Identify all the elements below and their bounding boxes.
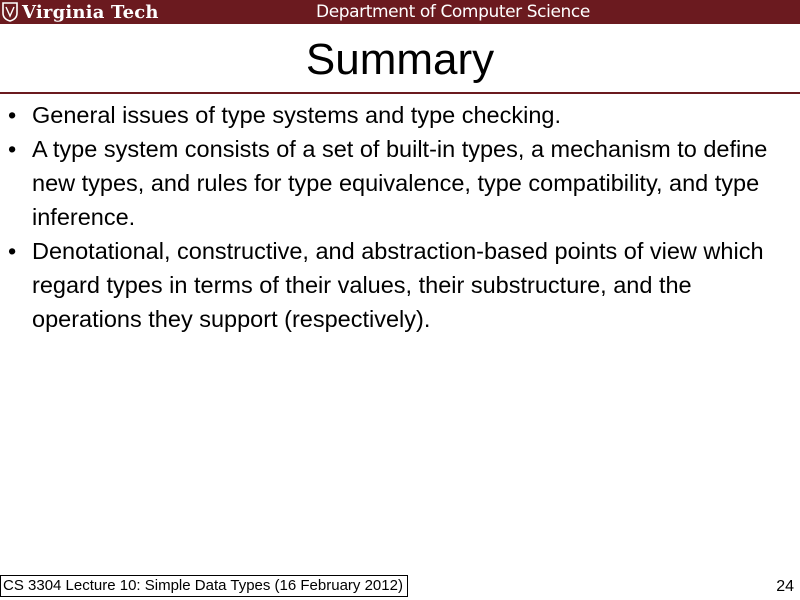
- department-title: Department of Computer Science: [316, 2, 590, 22]
- bullet-text: A type system consists of a set of built-in types, a mechanism to define new types, and rules for type equivalence, type compatibility, and type inference.: [32, 136, 768, 230]
- bullet-dot-icon: •: [8, 102, 17, 128]
- vt-shield-icon: [2, 2, 18, 22]
- bullet-item: [8, 234, 798, 336]
- bullet-dot-icon: •: [8, 238, 17, 264]
- bullet-text: Denotational, constructive, and abstraction-based points of view which regard types in terms of their values, their substructure, and the operations they support (respectively).: [32, 238, 764, 332]
- bullet-list: [8, 98, 798, 336]
- logo-text: Virginia Tech: [22, 1, 159, 23]
- bullet-item: [8, 98, 798, 132]
- bullet-item: [8, 132, 798, 234]
- bullet-text: General issues of type systems and type checking.: [32, 102, 562, 128]
- header-bar: [0, 0, 800, 24]
- bullet-dot-icon: •: [8, 136, 17, 162]
- footer-course-label: CS 3304 Lecture 10: Simple Data Types (16 February 2012): [0, 575, 408, 597]
- title-divider: [0, 92, 800, 94]
- virginia-tech-logo: [2, 0, 159, 24]
- slide-title: Summary: [305, 35, 495, 84]
- page-number: 24: [776, 578, 794, 595]
